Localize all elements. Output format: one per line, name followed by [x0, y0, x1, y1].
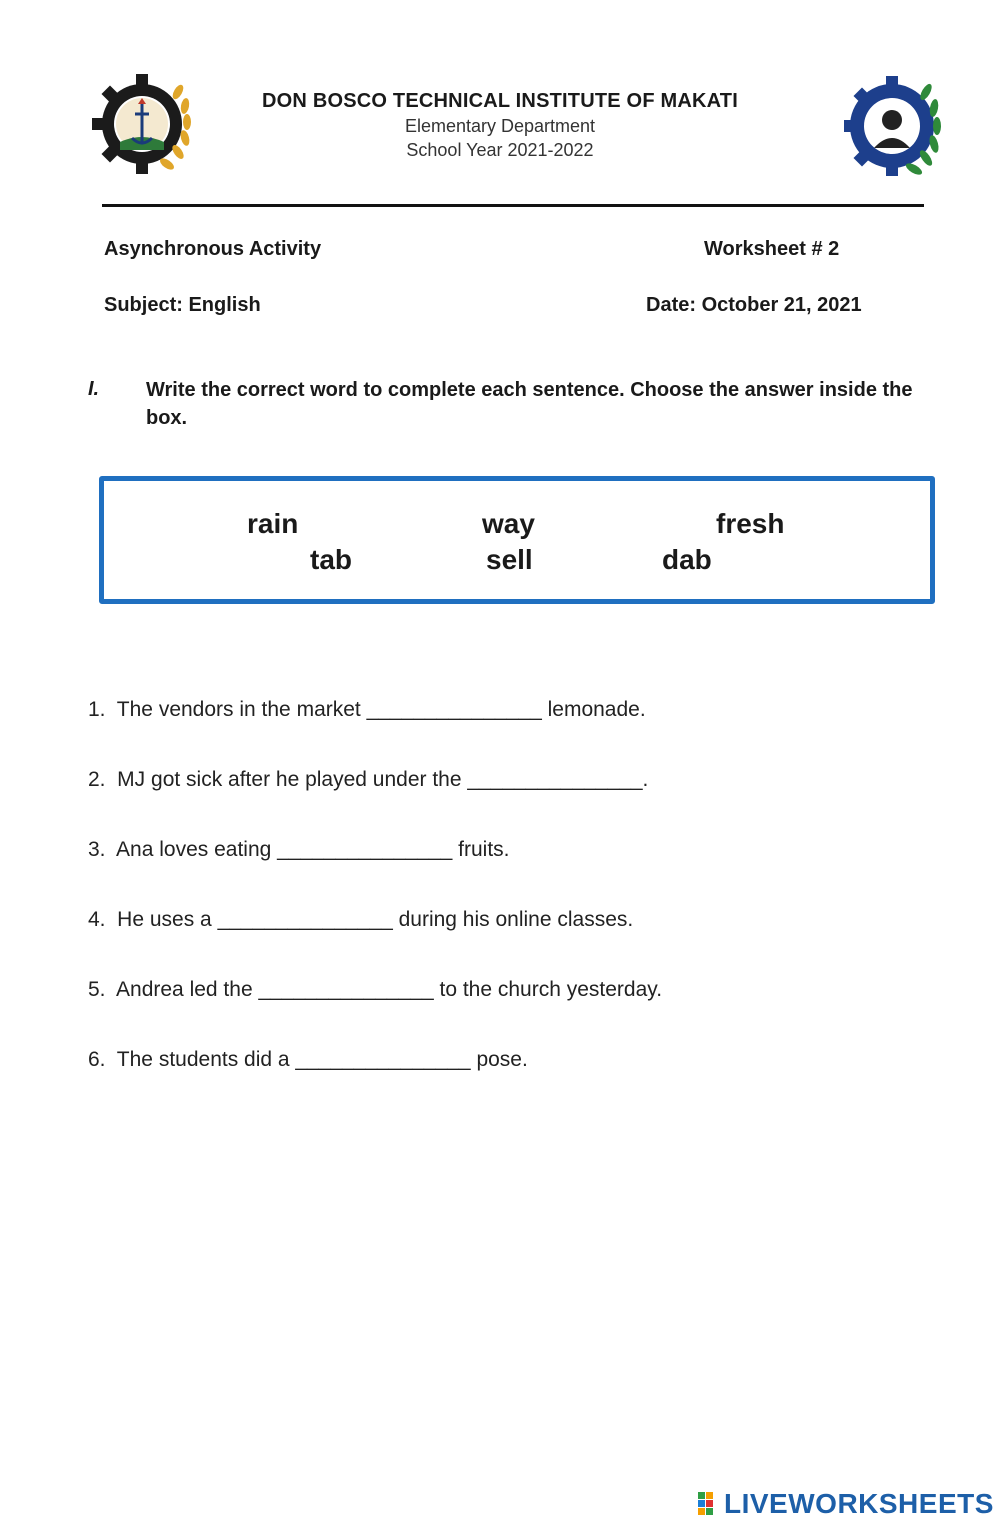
word-bank-word: dab [662, 544, 712, 575]
word-bank-box [99, 476, 935, 604]
question-item: 5. Andrea led the _______________ to the church yesterday. [88, 978, 663, 1001]
question-item: 2. MJ got sick after he played under the _______________. [88, 768, 649, 791]
question-item: 4. He uses a _______________ during his online classes. [88, 908, 634, 931]
question-item: 3. Ana loves eating _______________ fruits. [88, 838, 510, 861]
question-item: 1. The vendors in the market _______________ lemonade. [88, 698, 646, 721]
word-bank-word: fresh [716, 508, 785, 539]
portrait-emblem-icon [842, 72, 946, 178]
instruction-text: Write the correct word to complete each sentence. Choose the answer inside the box. [146, 379, 913, 429]
word-bank-word: rain [247, 508, 299, 539]
school-name: DON BOSCO TECHNICAL INSTITUTE OF MAKATI [262, 90, 738, 112]
date-label: Date: October 21, 2021 [646, 294, 862, 316]
instruction-number: I. [88, 378, 100, 400]
gear-emblem-icon [92, 72, 196, 176]
liveworksheets-logo-icon [698, 1492, 722, 1521]
school-year: School Year 2021-2022 [406, 140, 594, 160]
school-logo-left [92, 72, 196, 176]
worksheet-label: Worksheet # 2 [704, 238, 840, 260]
question-item: 6. The students did a _______________ pose. [88, 1048, 528, 1071]
word-bank-word: sell [486, 544, 533, 575]
school-logo-right [842, 72, 946, 178]
header-divider [102, 204, 924, 207]
department-name: Elementary Department [404, 116, 596, 136]
liveworksheets-brand[interactable]: LIVEWORKSHEETS [724, 1488, 994, 1519]
subject-label: Subject: English [104, 294, 261, 316]
activity-label: Asynchronous Activity [104, 238, 322, 260]
word-bank-word: way [482, 508, 535, 539]
word-bank-word: tab [310, 544, 352, 575]
